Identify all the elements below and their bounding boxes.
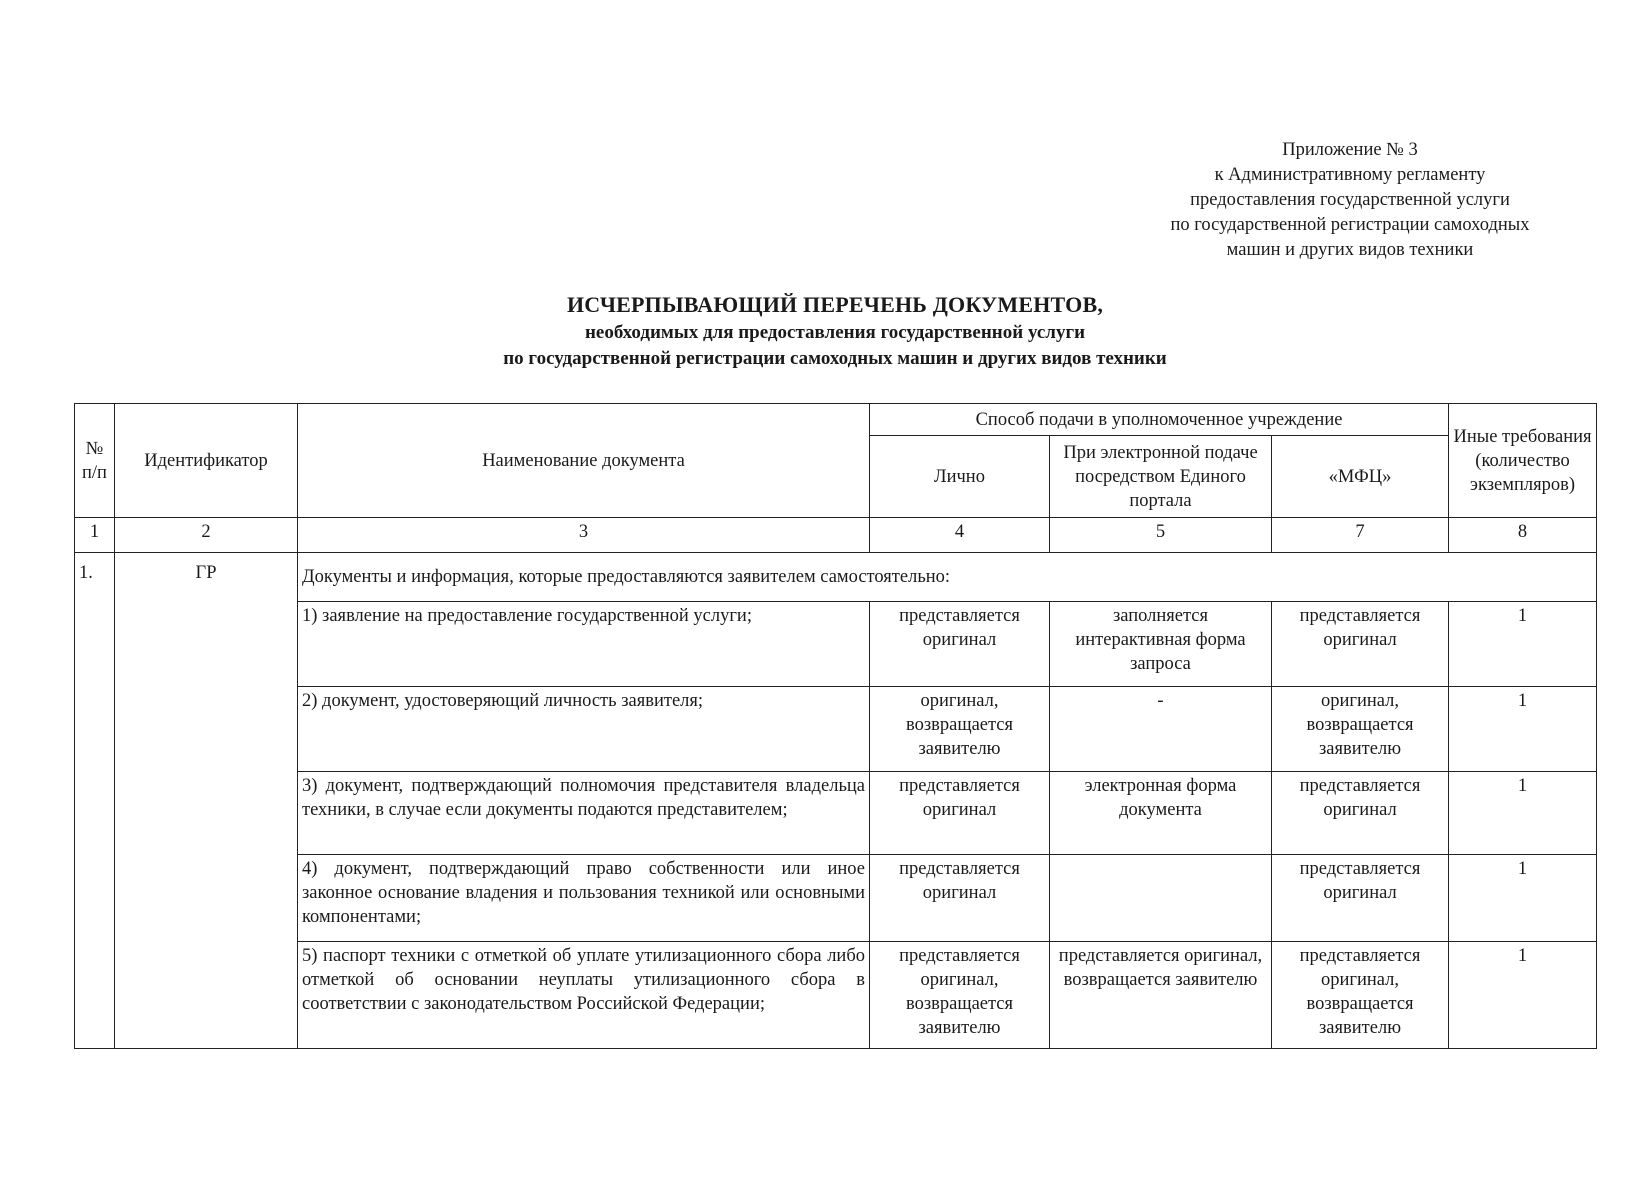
personally-cell: оригинал, возвращается заявителю (870, 687, 1050, 772)
appendix-line: к Административному регламенту (1214, 165, 1486, 185)
table-row (75, 602, 1597, 687)
title-subtitle-1: необходимых для предоставления государственной услуги (584, 322, 1086, 343)
personally-cell: представляется оригинал (870, 772, 1050, 855)
personally-cell: представляется оригинал (870, 602, 1050, 687)
personally-cell: представляется оригинал (870, 855, 1050, 942)
appendix-line: по государственной регистрации самоходных (1170, 215, 1530, 235)
column-number: 4 (870, 518, 1050, 553)
header-electronic: При электронной подаче посредством Единого портала (1050, 436, 1272, 518)
column-number-row (75, 518, 1597, 553)
personally-cell: представляется оригинал, возвращается заявителю (870, 942, 1050, 1049)
header-identifier: Идентификатор (115, 404, 298, 518)
doc-name-cell: 4) документ, подтверждающий право собственности или иное законное основание владения и пользования техникой или основными компонентами; (298, 855, 870, 942)
column-number: 2 (115, 518, 298, 553)
mfc-cell: представляется оригинал (1272, 772, 1449, 855)
electronic-cell: электронная форма документа (1050, 772, 1272, 855)
section-identifier: ГР (115, 553, 298, 1049)
appendix-line: предоставления государственной услуги (1190, 190, 1510, 210)
mfc-cell: представляется оригинал (1272, 855, 1449, 942)
column-number: 8 (1449, 518, 1597, 553)
column-number: 7 (1272, 518, 1449, 553)
mfc-cell: представляется оригинал, возвращается заявителю (1272, 942, 1449, 1049)
appendix-line: машин и других видов техники (1226, 240, 1474, 260)
electronic-cell: представляется оригинал, возвращается заявителю (1050, 942, 1272, 1049)
section-row (75, 553, 1597, 602)
appendix-line: Приложение № 3 (1282, 140, 1418, 160)
doc-name-cell: 5) паспорт техники с отметкой об уплате утилизационного сбора либо отметкой об основании неуплаты утилизационного сбора в соответствии с законодательством Российской Федерации; (298, 942, 870, 1049)
title-main: ИСЧЕРПЫВАЮЩИЙ ПЕРЕЧЕНЬ ДОКУМЕНТОВ, (566, 292, 1104, 317)
column-number: 5 (1050, 518, 1272, 553)
table-row (75, 942, 1597, 1049)
doc-name-cell: 3) документ, подтверждающий полномочия представителя владельца техники, в случае если документы подаются представителем; (298, 772, 870, 855)
other-cell: 1 (1449, 772, 1597, 855)
column-number: 1 (75, 518, 115, 553)
documents-table (74, 403, 1597, 1049)
section-title: Документы и информация, которые предоставляются заявителем самостоятельно: (298, 553, 1597, 602)
mfc-cell: оригинал, возвращается заявителю (1272, 687, 1449, 772)
column-number: 3 (298, 518, 870, 553)
header-doc-name: Наименование документа (298, 404, 870, 518)
electronic-cell (1050, 855, 1272, 942)
header-method-group: Способ подачи в уполномоченное учреждение (870, 404, 1449, 436)
header-personally: Лично (870, 436, 1050, 518)
other-cell: 1 (1449, 602, 1597, 687)
other-cell: 1 (1449, 687, 1597, 772)
title-subtitle-2: по государственной регистрации самоходных машин и других видов техники (503, 348, 1167, 369)
doc-name-cell: 2) документ, удостоверяющий личность заявителя; (298, 687, 870, 772)
other-cell: 1 (1449, 855, 1597, 942)
table-row (75, 687, 1597, 772)
electronic-cell: - (1050, 687, 1272, 772)
appendix-header (1120, 138, 1580, 263)
table-row (75, 772, 1597, 855)
document-title (0, 290, 1651, 372)
header-mfc: «МФЦ» (1272, 436, 1449, 518)
table-row (75, 855, 1597, 942)
header-other: Иные требования (количество экземпляров) (1449, 404, 1597, 518)
doc-name-cell: 1) заявление на предоставление государственной услуги; (298, 602, 870, 687)
section-num: 1. (75, 553, 115, 1049)
mfc-cell: представляется оригинал (1272, 602, 1449, 687)
electronic-cell: заполняется интерактивная форма запроса (1050, 602, 1272, 687)
header-num: № п/п (75, 404, 115, 518)
other-cell: 1 (1449, 942, 1597, 1049)
